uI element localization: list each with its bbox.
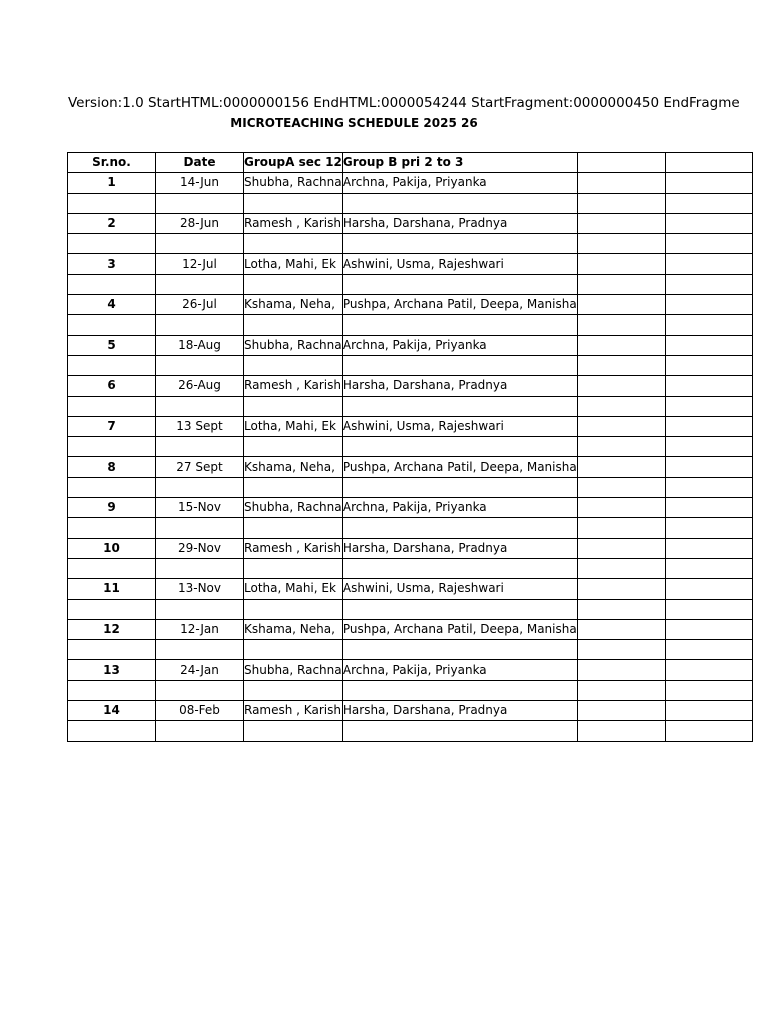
empty-cell: [244, 640, 343, 660]
empty-cell: [577, 437, 665, 457]
empty-cell: [577, 213, 665, 233]
empty-cell: [665, 295, 752, 315]
empty-cell: [577, 416, 665, 436]
empty-cell: [577, 680, 665, 700]
empty-cell: [577, 538, 665, 558]
row-group-b-text: Harsha, Darshana, Pradnya: [342, 540, 508, 555]
row-group-a: Kshama, Neha,: [244, 295, 343, 315]
row-srno: 2: [68, 213, 156, 233]
row-group-b: [342, 498, 577, 518]
empty-cell: [665, 213, 752, 233]
empty-cell: [665, 640, 752, 660]
spacer-row: [68, 558, 753, 578]
row-group-b-text: Ashwini, Usma, Rajeshwari: [342, 419, 504, 433]
empty-cell: [156, 355, 244, 375]
row-date: 26-Aug: [156, 376, 244, 396]
table-row: [68, 376, 753, 396]
table-row: [68, 457, 753, 477]
empty-cell: [577, 335, 665, 355]
empty-cell: [68, 599, 156, 619]
spacer-row: [68, 193, 753, 213]
version-header-line: Version:1.0 StartHTML:0000000156 EndHTML:0000054244 StartFragment:0000000450 EndFragme: [68, 95, 740, 111]
empty-cell: [665, 599, 752, 619]
empty-cell: [342, 518, 577, 538]
row-group-b: [342, 254, 577, 274]
empty-cell: [342, 315, 577, 335]
empty-cell: [68, 518, 156, 538]
row-group-a: Ramesh , Karish: [244, 213, 343, 233]
table-row: [68, 213, 753, 233]
row-srno: 11: [68, 579, 156, 599]
empty-cell: [577, 701, 665, 721]
row-group-b: [342, 660, 577, 680]
empty-cell: [68, 640, 156, 660]
row-srno: 1: [68, 173, 156, 193]
empty-cell: [665, 396, 752, 416]
empty-cell: [244, 355, 343, 375]
empty-cell: [665, 355, 752, 375]
row-group-a: Lotha, Mahi, Ek: [244, 416, 343, 436]
row-group-b: [342, 701, 577, 721]
table-row: [68, 579, 753, 599]
empty-cell: [244, 558, 343, 578]
row-group-b-text: Pushpa, Archana Patil, Deepa, Manisha: [342, 459, 577, 474]
header-group-b-label: Group B pri 2 to 3: [342, 155, 464, 170]
spacer-row: [68, 518, 753, 538]
row-group-b-text: Ashwini, Usma, Rajeshwari: [342, 581, 504, 596]
row-srno: 5: [68, 335, 156, 355]
table-row: [68, 335, 753, 355]
row-group-b: [342, 579, 577, 599]
spacer-row: [68, 721, 753, 741]
empty-cell: [577, 640, 665, 660]
row-date: 14-Jun: [156, 173, 244, 193]
spacer-row: [68, 680, 753, 700]
row-srno: 13: [68, 660, 156, 680]
row-srno: 10: [68, 538, 156, 558]
row-date: 15-Nov: [156, 498, 244, 518]
empty-cell: [156, 558, 244, 578]
spacer-row: [68, 355, 753, 375]
spacer-row: [68, 234, 753, 254]
spacer-row: [68, 437, 753, 457]
empty-cell: [156, 274, 244, 294]
row-group-b-text: Archna, Pakija, Priyanka: [342, 175, 487, 190]
empty-cell: [665, 416, 752, 436]
row-group-a: Lotha, Mahi, Ek: [244, 579, 343, 599]
header-group-b: [342, 153, 577, 173]
empty-cell: [342, 274, 577, 294]
empty-cell: [665, 193, 752, 213]
row-group-a: Shubha, Rachna: [244, 335, 343, 355]
row-group-b-text: Pushpa, Archana Patil, Deepa, Manisha: [342, 297, 577, 312]
empty-cell: [244, 396, 343, 416]
row-date: 13-Nov: [156, 579, 244, 599]
empty-cell: [342, 721, 577, 741]
spacer-row: [68, 396, 753, 416]
spacer-row: [68, 315, 753, 335]
empty-cell: [665, 721, 752, 741]
empty-cell: [665, 680, 752, 700]
empty-cell: [665, 437, 752, 457]
table-row: [68, 619, 753, 639]
empty-cell: [577, 457, 665, 477]
empty-cell: [244, 680, 343, 700]
empty-cell: [342, 640, 577, 660]
empty-cell: [665, 498, 752, 518]
row-srno: 6: [68, 376, 156, 396]
row-group-a: Ramesh , Karish: [244, 701, 343, 721]
row-group-b: [342, 416, 577, 436]
row-srno: 12: [68, 619, 156, 639]
empty-cell: [156, 680, 244, 700]
empty-cell: [342, 234, 577, 254]
row-srno: 4: [68, 295, 156, 315]
empty-cell: [577, 660, 665, 680]
empty-cell: [665, 315, 752, 335]
header-srno: Sr.no.: [68, 153, 156, 173]
empty-cell: [577, 315, 665, 335]
row-group-b-text: Ashwini, Usma, Rajeshwari: [342, 256, 504, 271]
row-group-b: [342, 619, 577, 639]
spacer-row: [68, 599, 753, 619]
empty-cell: [244, 274, 343, 294]
row-srno: 9: [68, 498, 156, 518]
empty-cell: [577, 153, 665, 173]
empty-cell: [577, 396, 665, 416]
empty-cell: [244, 193, 343, 213]
empty-cell: [665, 173, 752, 193]
schedule-table: [67, 152, 753, 742]
row-group-b: [342, 213, 577, 233]
header-group-a: GroupA sec 12: [244, 153, 343, 173]
row-group-b: [342, 295, 577, 315]
empty-cell: [68, 680, 156, 700]
row-date: 26-Jul: [156, 295, 244, 315]
row-date: 28-Jun: [156, 213, 244, 233]
header-row: [68, 153, 753, 173]
empty-cell: [68, 234, 156, 254]
empty-cell: [577, 558, 665, 578]
empty-cell: [577, 579, 665, 599]
empty-cell: [244, 518, 343, 538]
empty-cell: [244, 437, 343, 457]
table-row: [68, 701, 753, 721]
row-group-a: Ramesh , Karish: [244, 538, 343, 558]
empty-cell: [665, 619, 752, 639]
empty-cell: [244, 721, 343, 741]
empty-cell: [244, 315, 343, 335]
empty-cell: [577, 518, 665, 538]
empty-cell: [342, 396, 577, 416]
row-group-b: [342, 538, 577, 558]
row-srno: 8: [68, 457, 156, 477]
empty-cell: [68, 477, 156, 497]
empty-cell: [577, 274, 665, 294]
row-group-a: Kshama, Neha,: [244, 619, 343, 639]
schedule-table-body: [68, 153, 753, 742]
empty-cell: [156, 193, 244, 213]
row-date: 18-Aug: [156, 335, 244, 355]
empty-cell: [342, 355, 577, 375]
empty-cell: [665, 701, 752, 721]
empty-cell: [68, 558, 156, 578]
empty-cell: [342, 558, 577, 578]
table-row: [68, 660, 753, 680]
empty-cell: [577, 355, 665, 375]
table-row: [68, 295, 753, 315]
empty-cell: [342, 193, 577, 213]
empty-cell: [665, 376, 752, 396]
empty-cell: [577, 193, 665, 213]
table-row: [68, 538, 753, 558]
empty-cell: [577, 498, 665, 518]
row-group-b: [342, 376, 577, 396]
row-group-b-text: Archna, Pakija, Priyanka: [342, 662, 487, 677]
empty-cell: [665, 558, 752, 578]
empty-cell: [68, 274, 156, 294]
empty-cell: [577, 254, 665, 274]
table-row: [68, 416, 753, 436]
row-group-a: Ramesh , Karish: [244, 376, 343, 396]
row-group-a: Shubha, Rachna: [244, 498, 343, 518]
empty-cell: [577, 234, 665, 254]
empty-cell: [665, 457, 752, 477]
empty-cell: [68, 315, 156, 335]
table-row: [68, 173, 753, 193]
empty-cell: [665, 274, 752, 294]
empty-cell: [156, 518, 244, 538]
row-group-a: Kshama, Neha,: [244, 457, 343, 477]
empty-cell: [156, 437, 244, 457]
empty-cell: [68, 193, 156, 213]
table-row: [68, 254, 753, 274]
empty-cell: [577, 599, 665, 619]
empty-cell: [156, 315, 244, 335]
row-date: 27 Sept: [156, 457, 244, 477]
row-group-b-text: Pushpa, Archana Patil, Deepa, Manisha: [342, 621, 577, 636]
empty-cell: [342, 477, 577, 497]
row-group-b: [342, 335, 577, 355]
row-group-b-text: Archna, Pakija, Priyanka: [342, 337, 487, 352]
empty-cell: [68, 437, 156, 457]
spacer-row: [68, 640, 753, 660]
empty-cell: [68, 355, 156, 375]
empty-cell: [244, 234, 343, 254]
row-group-a: Shubha, Rachna: [244, 660, 343, 680]
empty-cell: [156, 640, 244, 660]
empty-cell: [244, 599, 343, 619]
row-group-b-text: Archna, Pakija, Priyanka: [342, 500, 487, 515]
spacer-row: [68, 477, 753, 497]
empty-cell: [577, 721, 665, 741]
row-srno: 7: [68, 416, 156, 436]
empty-cell: [342, 437, 577, 457]
row-date: 13 Sept: [156, 416, 244, 436]
empty-cell: [577, 477, 665, 497]
empty-cell: [665, 579, 752, 599]
empty-cell: [665, 477, 752, 497]
row-date: 29-Nov: [156, 538, 244, 558]
empty-cell: [244, 477, 343, 497]
empty-cell: [577, 376, 665, 396]
empty-cell: [665, 518, 752, 538]
empty-cell: [577, 173, 665, 193]
empty-cell: [156, 234, 244, 254]
row-group-b-text: Harsha, Darshana, Pradnya: [342, 378, 508, 393]
row-date: 08-Feb: [156, 701, 244, 721]
empty-cell: [577, 295, 665, 315]
row-group-b-text: Harsha, Darshana, Pradnya: [342, 703, 508, 718]
table-row: [68, 498, 753, 518]
empty-cell: [68, 721, 156, 741]
empty-cell: [156, 721, 244, 741]
row-group-a: Shubha, Rachna: [244, 173, 343, 193]
header-date: Date: [156, 153, 244, 173]
row-group-b: [342, 457, 577, 477]
row-group-b-text: Harsha, Darshana, Pradnya: [342, 216, 508, 231]
row-srno: 14: [68, 701, 156, 721]
empty-cell: [665, 234, 752, 254]
row-date: 12-Jan: [156, 619, 244, 639]
empty-cell: [342, 599, 577, 619]
empty-cell: [156, 396, 244, 416]
page-title: MICROTEACHING SCHEDULE 2025 26: [230, 116, 478, 130]
row-date: 12-Jul: [156, 254, 244, 274]
row-date: 24-Jan: [156, 660, 244, 680]
spacer-row: [68, 274, 753, 294]
empty-cell: [577, 619, 665, 639]
empty-cell: [156, 599, 244, 619]
row-group-b: [342, 173, 577, 193]
empty-cell: [156, 477, 244, 497]
empty-cell: [665, 254, 752, 274]
row-group-a: Lotha, Mahi, Ek: [244, 254, 343, 274]
empty-cell: [665, 660, 752, 680]
empty-cell: [342, 680, 577, 700]
empty-cell: [665, 538, 752, 558]
empty-cell: [68, 396, 156, 416]
empty-cell: [665, 153, 752, 173]
row-srno: 3: [68, 254, 156, 274]
empty-cell: [665, 335, 752, 355]
